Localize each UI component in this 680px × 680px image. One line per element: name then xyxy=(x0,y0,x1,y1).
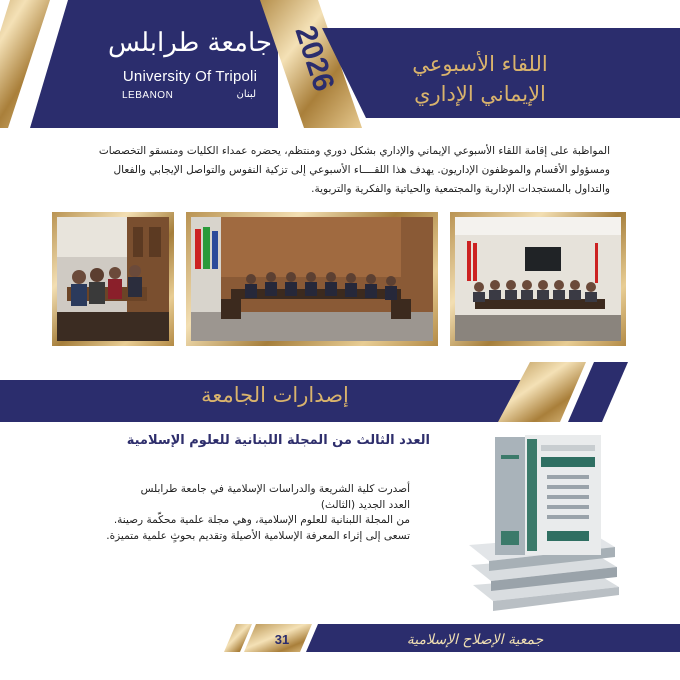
meeting-photo-3 xyxy=(455,217,621,341)
photo-frame-right xyxy=(450,212,626,346)
year-badge xyxy=(278,0,348,124)
footer-banner xyxy=(0,620,680,680)
university-logo-arabic: جامعة طرابلس xyxy=(108,28,272,58)
meeting-photo-1 xyxy=(57,217,169,341)
intro-line: والتداول بالمستجدات الإدارية والمجتمعية والحياتية والفكرية والتربوية. xyxy=(311,183,610,195)
article-title: العدد الثالث من المجلة اللبنانية للعلوم الإسلامية xyxy=(126,433,430,448)
article-line: أصدرت كلية الشريعة والدراسات الإسلامية في جامعة طرابلس xyxy=(140,483,410,495)
country-english: LEBANON xyxy=(122,90,174,101)
photo-frame-middle xyxy=(186,212,438,346)
section-title: إصدارات الجامعة xyxy=(201,383,349,407)
year-text: 2026 xyxy=(288,21,341,96)
intro-paragraph xyxy=(70,142,610,199)
intro-line: المواظبة على إقامة اللقاء الأسبوعي الإيماني والإداري بشكل دوري ومنتظم، يحضره عمداء الكليات ومنسقو التخصصات xyxy=(98,145,610,157)
page-title-line1: اللقاء الأسبوعي xyxy=(412,52,548,76)
meeting-photo-2 xyxy=(191,217,433,341)
intro-line: ومسؤولو الأقسام والموظفون الإداريون. يهدف هذا اللقــــاء الأسبوعي إلى تزكية النفوس والتواصل الإيجابي والفعال xyxy=(113,164,610,176)
article-body xyxy=(106,482,410,544)
article-line: من المجلة اللبنانية للعلوم الإسلامية، وهي مجلة علمية محكّمة رصينة. xyxy=(113,514,410,526)
article-line: العدد الجديد (الثالث) xyxy=(320,498,410,511)
university-logo-english: University Of Tripoli xyxy=(122,68,258,85)
article-line: تسعى إلى إثراء المعرفة الإسلامية الأصيلة وتقديم بحوثٍ علمية متميزة. xyxy=(106,529,410,542)
page-title-line2: الإيماني الإداري xyxy=(414,82,546,106)
journal-cover-image xyxy=(467,435,627,615)
page-number: 31 xyxy=(274,632,290,647)
photo-frame-small xyxy=(52,212,174,346)
footer-brand: جمعية الإصلاح الإسلامية xyxy=(406,632,544,648)
country-arabic: لبنان xyxy=(236,89,256,100)
country-line xyxy=(122,90,256,102)
